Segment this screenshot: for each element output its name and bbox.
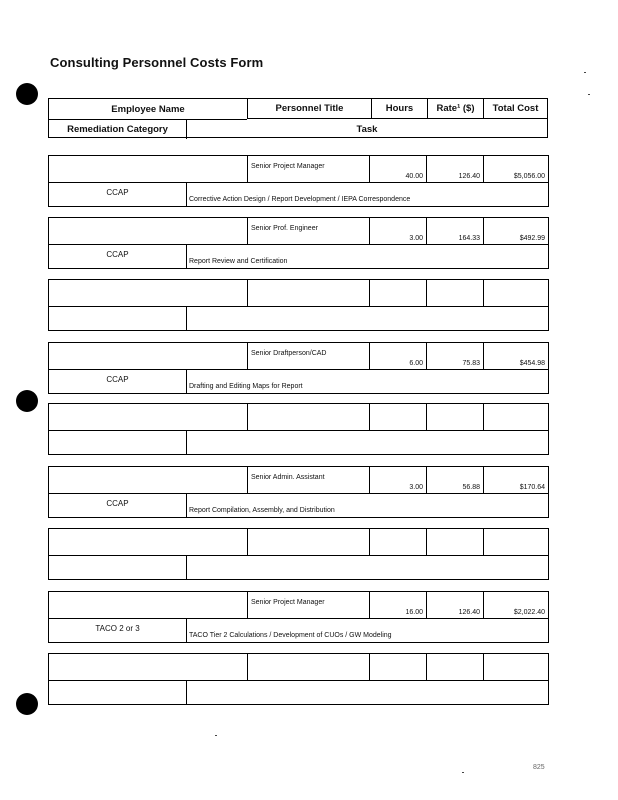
- hours-cell[interactable]: [369, 280, 426, 306]
- personnel-entry: [48, 653, 549, 705]
- remediation-category-cell[interactable]: [49, 680, 186, 704]
- personnel-title-cell[interactable]: [247, 529, 369, 555]
- employee-name-cell[interactable]: [49, 404, 247, 430]
- remediation-category-cell[interactable]: CCAP: [106, 499, 129, 508]
- rate-cell[interactable]: [426, 654, 483, 680]
- page-mark: 825: [533, 764, 545, 771]
- hours-cell[interactable]: 3.00: [369, 467, 426, 493]
- total-cost-cell[interactable]: $170.64: [483, 467, 548, 493]
- total-cost-cell[interactable]: $492.99: [483, 218, 548, 244]
- personnel-entry: [48, 403, 549, 455]
- employee-name-cell[interactable]: [49, 654, 247, 680]
- remediation-category-cell[interactable]: TACO 2 or 3: [95, 624, 140, 633]
- employee-name-cell[interactable]: [49, 343, 247, 369]
- header-employee-name: Employee Name: [111, 103, 185, 115]
- personnel-entry: [48, 279, 549, 331]
- total-cost-cell[interactable]: [483, 404, 548, 430]
- personnel-title-cell[interactable]: Senior Project Manager: [247, 156, 369, 182]
- task-cell[interactable]: [186, 555, 548, 579]
- form-title: Consulting Personnel Costs Form: [50, 55, 264, 70]
- remediation-category-cell[interactable]: [49, 430, 186, 454]
- remediation-category-cell[interactable]: CCAP: [106, 250, 129, 259]
- binder-hole: [16, 83, 38, 105]
- task-text: Drafting and Editing Maps for Report: [189, 383, 303, 390]
- column-header-row: [49, 119, 547, 139]
- hours-cell[interactable]: 3.00: [369, 218, 426, 244]
- rate-cell[interactable]: 164.33: [426, 218, 483, 244]
- personnel-title-cell[interactable]: Senior Prof. Engineer: [247, 218, 369, 244]
- personnel-entry: [48, 217, 549, 269]
- personnel-title-cell[interactable]: Senior Draftperson/CAD: [247, 343, 369, 369]
- total-cost-cell[interactable]: $5,056.00: [483, 156, 548, 182]
- header-task: Task: [186, 119, 547, 139]
- employee-name-cell[interactable]: [49, 218, 186, 244]
- employee-name-cell[interactable]: [49, 529, 247, 555]
- total-cost-cell[interactable]: $2,022.40: [483, 592, 548, 618]
- remediation-category-cell[interactable]: CCAP: [106, 188, 129, 197]
- hours-cell[interactable]: [369, 529, 426, 555]
- hours-cell[interactable]: [369, 654, 426, 680]
- personnel-title-cell[interactable]: [247, 280, 369, 306]
- personnel-entry: [48, 342, 549, 394]
- rate-cell[interactable]: 75.83: [426, 343, 483, 369]
- remediation-category-cell[interactable]: [49, 555, 186, 579]
- hours-cell[interactable]: [369, 404, 426, 430]
- task-cell[interactable]: [186, 306, 548, 330]
- hours-cell[interactable]: 6.00: [369, 343, 426, 369]
- total-cost-cell[interactable]: [483, 654, 548, 680]
- personnel-title-cell[interactable]: [247, 654, 369, 680]
- rate-cell[interactable]: 56.88: [426, 467, 483, 493]
- employee-name-cell[interactable]: [49, 156, 247, 182]
- employee-name-cell[interactable]: [49, 592, 247, 618]
- rate-cell[interactable]: [426, 280, 483, 306]
- employee-name-cell[interactable]: [49, 280, 247, 306]
- header-personnel-title: Personnel Title: [247, 99, 371, 119]
- hours-cell[interactable]: 16.00: [369, 592, 426, 618]
- rate-cell[interactable]: [426, 529, 483, 555]
- personnel-entry: [48, 528, 549, 580]
- task-text: Report Review and Certification: [189, 258, 288, 265]
- scan-speck: [462, 772, 464, 773]
- total-cost-cell[interactable]: [483, 529, 548, 555]
- personnel-entry: [48, 466, 549, 518]
- total-cost-cell[interactable]: [483, 280, 548, 306]
- column-header-row: [49, 99, 547, 119]
- rate-cell[interactable]: [426, 404, 483, 430]
- header-remediation-category: Remediation Category: [67, 123, 168, 135]
- column-header-table: [48, 98, 548, 138]
- scan-speck: [215, 735, 217, 736]
- personnel-entry: [48, 155, 549, 207]
- task-text: TACO Tier 2 Calculations / Development of CUOs / GW Modeling: [189, 632, 392, 639]
- scan-speck: [588, 94, 590, 95]
- personnel-title-cell[interactable]: [247, 404, 369, 430]
- binder-hole: [16, 390, 38, 412]
- task-cell[interactable]: [186, 680, 548, 704]
- personnel-title-cell[interactable]: Senior Project Manager: [247, 592, 369, 618]
- remediation-category-cell[interactable]: [49, 306, 186, 330]
- scan-speck: [584, 72, 586, 73]
- rate-cell[interactable]: 126.40: [426, 592, 483, 618]
- personnel-title-cell[interactable]: Senior Admin. Assistant: [247, 467, 369, 493]
- rate-cell[interactable]: 126.40: [426, 156, 483, 182]
- header-total-cost: Total Cost: [483, 99, 547, 119]
- task-text: Corrective Action Design / Report Development / IEPA Correspondence: [189, 196, 411, 203]
- binder-hole: [16, 693, 38, 715]
- total-cost-cell[interactable]: $454.98: [483, 343, 548, 369]
- remediation-category-cell[interactable]: CCAP: [106, 375, 129, 384]
- hours-cell[interactable]: 40.00: [369, 156, 426, 182]
- task-cell[interactable]: [186, 430, 548, 454]
- header-rate: Rate¹ ($): [427, 99, 483, 119]
- personnel-entry: [48, 591, 549, 643]
- task-text: Report Compilation, Assembly, and Distribution: [189, 507, 335, 514]
- employee-name-cell[interactable]: [49, 467, 247, 493]
- header-hours: Hours: [371, 99, 427, 119]
